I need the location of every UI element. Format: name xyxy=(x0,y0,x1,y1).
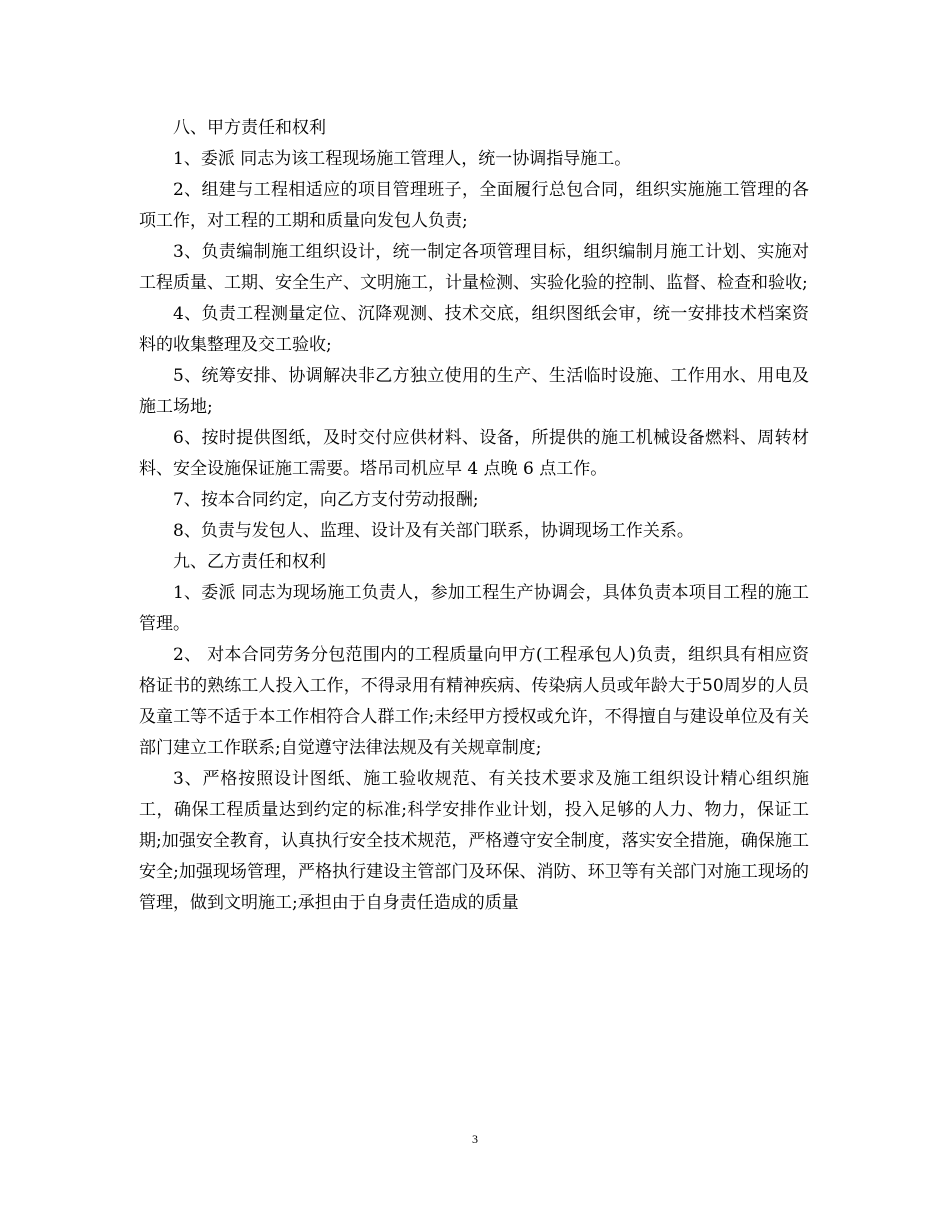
section-9-item-3: 3、严格按照设计图纸、施工验收规范、有关技术要求及施工组织设计精心组织施工，确保工程质量达到约定的标准;科学安排作业计划，投入足够的人力、物力，保证工期;加强安全教育，认真执行安全技术规范，严格遵守安全制度，落实安全措施，确保施工安全;加强现场管理，严格执行建设主管部门及环保、消防、环卫等有关部门对施工现场的管理，做到文明施工;承担由于自身责任造成的质量 xyxy=(139,769,809,913)
section-9-item-2: 2、 对本合同劳务分包范围内的工程质量向甲方(工程承包人)负责，组织具有相应资格证书的熟练工人投入工作，不得录用有精神疾病、传染病人员或年龄大于50周岁的人员及童工等不适于本工作相符合人群工作;未经甲方授权或允许，不得擅自与建设单位及有关部门建立工作联系;自觉遵守法律法规及有关规章制度; xyxy=(139,645,809,758)
section-8-item-5: 5、统筹安排、协调解决非乙方独立使用的生产、生活临时设施、工作用水、用电及施工场地; xyxy=(139,366,809,417)
section-9-item-1: 1、委派 同志为现场施工负责人，参加工程生产协调会，具体负责本项目工程的施工管理。 xyxy=(139,583,809,634)
section-8-item-8: 8、负责与发包人、监理、设计及有关部门联系，协调现场工作关系。 xyxy=(173,521,694,541)
section-8-heading: 八、甲方责任和权利 xyxy=(173,118,326,138)
section-8-item-2: 2、组建与工程相适应的项目管理班子，全面履行总包合同，组织实施施工管理的各项工作，对工程的工期和质量向发包人负责; xyxy=(139,180,809,231)
section-8-item-7: 7、按本合同约定，向乙方支付劳动报酬; xyxy=(173,490,479,510)
document-body xyxy=(139,113,809,919)
page-number: 3 xyxy=(472,1132,478,1146)
section-8-item-3: 3、负责编制施工组织设计，统一制定各项管理目标，组织编制月施工计划、实施对工程质量、工期、安全生产、文明施工，计量检测、实验化验的控制、监督、检查和验收; xyxy=(139,242,809,293)
section-8-item-6: 6、按时提供图纸，及时交付应供材料、设备，所提供的施工机械设备燃料、周转材料、安全设施保证施工需要。塔吊司机应早 4 点晚 6 点工作。 xyxy=(139,428,809,479)
section-8-item-1: 1、委派 同志为该工程现场施工管理人，统一协调指导施工。 xyxy=(173,149,632,169)
section-8-item-4: 4、负责工程测量定位、沉降观测、技术交底，组织图纸会审，统一安排技术档案资料的收集整理及交工验收; xyxy=(139,304,809,355)
section-9-heading: 九、乙方责任和权利 xyxy=(173,552,326,572)
